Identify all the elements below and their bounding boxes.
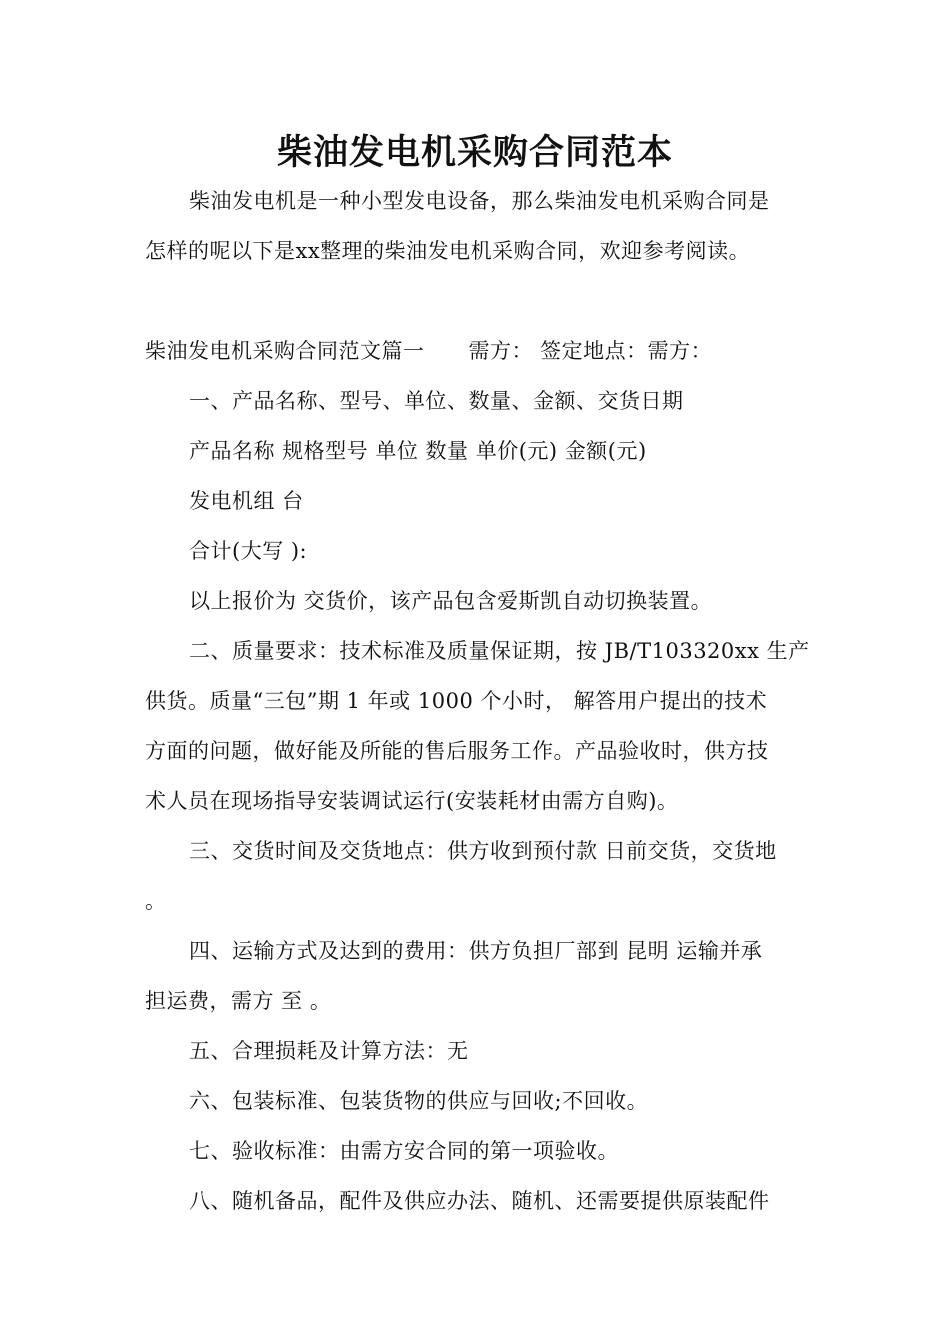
- product-row: 发电机组 台: [189, 489, 304, 513]
- intro-line-2: 怎样的呢以下是xx整理的柴油发电机采购合同，欢迎参考阅读。: [145, 239, 751, 263]
- party-info: 需方： 签定地点：需方：: [468, 339, 713, 363]
- clause-6: 六、包装标准、包装货物的供应与回收;不回收。: [189, 1089, 649, 1113]
- clause-3-line-2: 。: [145, 889, 167, 913]
- clause-2-line-3: 方面的问题，做好能及所能的售后服务工作。产品验收时，供方技: [145, 739, 769, 763]
- clause-2-line-1: 二、质量要求：技术标准及质量保证期，按 JB/T103320xx 生产: [189, 639, 810, 663]
- clause-3-line-1: 三、交货时间及交货地点：供方收到预付款 日前交货，交货地: [189, 839, 777, 863]
- clause-1-heading: 一、产品名称、型号、单位、数量、金额、交货日期: [189, 389, 684, 413]
- clause-4-line-2: 担运费，需方 至 。: [145, 989, 332, 1013]
- clause-7: 七、验收标准：由需方安合同的第一项验收。: [189, 1139, 619, 1163]
- price-note: 以上报价为 交货价，该产品包含爱斯凯自动切换装置。: [189, 589, 713, 613]
- blank-gap: [145, 276, 807, 326]
- clause-2-line-2: 供货。质量“三包”期 1 年或 1000 个小时， 解答用户提出的技术: [145, 689, 768, 713]
- document-title: 柴油发电机采购合同范本: [276, 133, 673, 173]
- intro-line-1: 柴油发电机是一种小型发电设备，那么柴油发电机采购合同是: [189, 189, 770, 213]
- clause-2-line-4: 术人员在现场指导安装调试运行(安装耗材由需方自购)。: [145, 789, 679, 813]
- section-heading-line: [145, 326, 807, 376]
- document-body: [145, 176, 810, 1226]
- clause-4-line-1: 四、运输方式及达到的费用：供方负担厂部到 昆明 运输并承: [189, 939, 763, 963]
- total-line: 合计(大写 ):: [189, 539, 308, 563]
- section-heading: 柴油发电机采购合同范文篇一: [145, 339, 425, 363]
- clause-5: 五、合理损耗及计算方法：无: [189, 1039, 469, 1063]
- clause-8-line-1: 八、随机备品，配件及供应办法、随机、还需要提供原装配件: [189, 1189, 770, 1213]
- product-table-header: 产品名称 规格型号 单位 数量 单价(元) 金额(元): [189, 439, 647, 463]
